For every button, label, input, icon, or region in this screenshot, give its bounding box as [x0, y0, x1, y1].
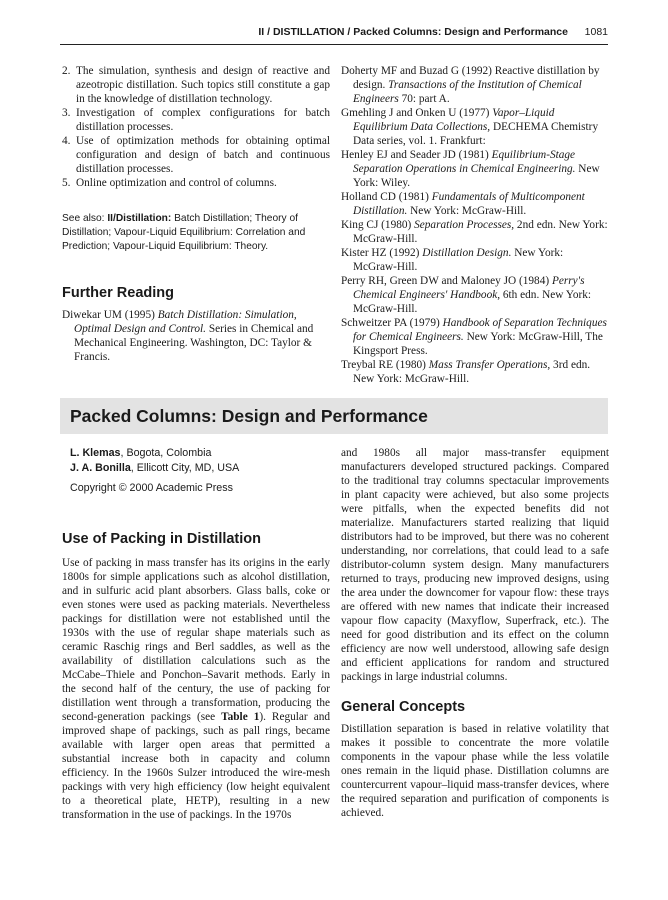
reference-item: Schweitzer PA (1979) Handbook of Separation Techniques for Chemical Engineers. New York: McGraw-Hill, The Kingsport Press. [341, 317, 607, 357]
running-header [60, 26, 608, 42]
left-column-top [62, 64, 330, 364]
see-also-link-distillation[interactable]: II/Distillation: [107, 213, 172, 224]
body-paragraph: Distillation separation is based in relative volatility that makes it possible to concentrate the more volatile components in the vapour phase while the less volatile ones remain in the liquid phase. Distillation columns are countercurrent vapour–liquid mass-transfer devices, where the required separation and purification of components is achieved. [341, 723, 609, 819]
see-also-links[interactable]: Batch Distillation; Theory of Distillation; Vapour-Liquid Equilibrium: Correlation and Prediction; Vapour-Liquid Equilibrium: Theory. [62, 213, 306, 252]
author-2: J. A. Bonilla, Ellicott City, MD, USA [70, 462, 240, 474]
see-also-label: See also: [62, 213, 105, 224]
reference-item: Doherty MF and Buzad G (1992) Reactive distillation by design. Transactions of the Institution of Chemical Engineers 70: part A. [341, 65, 600, 105]
article-title-band [60, 398, 608, 434]
body-paragraph: Use of packing in mass transfer has its origins in the early 1800s for simple applications such as alcohol distillation, and in sulfuric acid plant absorbers. Glass balls, coke or even stones were used as packing materials. Nevertheless packings for distillation were not established until the 1930s with the use of regular shape materials such as ceramic Raschig rings and Berl saddles, as well as the availability of distillation calculations such as the McCabe–Thiele and Ponchon–Savarit methods. Early in the second half of the century, the use of packing for distillation went through a transformation, producing the second-generation packings (see Table 1). Regular and improved shape of packings, such as pall rings, became available with larger open areas that permitted a substantial increase both in capacity and column efficiency. In the 1960s Sulzer introduced the wire-mesh packings with very high efficiency (low height equivalent to a theoretical plate, HETP), resulting in a new transformation in the use of packings. In the 1970s [62, 557, 330, 821]
list-item: 3. Investigation of complex configurations for batch distillation processes. [62, 107, 330, 133]
reference-item: Treybal RE (1980) Mass Transfer Operations, 3rd edn. New York: McGraw-Hill. [341, 359, 591, 385]
page-number: 1081 [584, 26, 608, 38]
list-item: 4. Use of optimization methods for obtaining optimal configuration and design of batch and continuous distillation processes. [62, 135, 330, 175]
see-also [62, 212, 330, 254]
running-title: II / DISTILLATION / Packed Columns: Design and Performance [258, 26, 568, 38]
reference-item: Kister HZ (1992) Distillation Design. New York: McGraw-Hill. [341, 247, 564, 273]
reference-item: Henley EJ and Seader JD (1981) Equilibrium-Stage Separation Operations in Chemical Engineering. New York: Wiley. [341, 149, 600, 189]
reference-item: Holland CD (1981) Fundamentals of Multicomponent Distillation. New York: McGraw-Hill. [341, 191, 585, 217]
reference-item: Gmehling J and Onken U (1977) Vapor–Liquid Equilibrium Data Collections, DECHEMA Chemistry Data series, vol. 1. Frankfurt: [341, 107, 599, 147]
section-heading-use-of-packing: Use of Packing in Distillation [62, 531, 262, 547]
list-item: 2. The simulation, synthesis and design of reactive and azeotropic distillation. Such topics still constitute a gap in the knowledge of distillation technology. [62, 65, 330, 105]
references-column [341, 64, 609, 386]
reference-item: Perry RH, Green DW and Maloney JO (1984) Perry's Chemical Engineers' Handbook, 6th edn. New York: McGraw-Hill. [341, 275, 592, 315]
right-column-body [341, 446, 609, 820]
continued-list [62, 64, 330, 190]
table-reference[interactable]: Table 1 [221, 711, 260, 723]
body-paragraph-continued: and 1980s all major mass-transfer equipment manufacturers developed structured packings. Compared to the traditional tray columns spectacular improvements in plant capacity were achieved, but also some projects were pitfalls, when the expected benefits did not materialize. Manufacturers started realizing that liquid distributors had to be improved, but there was no coherent understanding, nor correlations, that could lead to a safe distributor-column system design. Many manufacturers returned to trays, producing new improved designs, using the area under the downcomer for vapour flow: these trays are offered with new names that indicate their increased vapour flow capacity (Maxyflow, Superfrack, etc.). The need for good distribution and its effect on the column efficiency are now well understood, allowing safe design and efficient applications for random and structured packings in large industrial columns. [341, 447, 609, 683]
article-title: Packed Columns: Design and Performance [70, 406, 428, 426]
reference-item: King CJ (1980) Separation Processes, 2nd edn. New York: McGraw-Hill. [341, 219, 608, 245]
author-block [70, 446, 330, 496]
copyright: Copyright © 2000 Academic Press [70, 482, 233, 494]
reference-diwekar: Diwekar UM (1995) Batch Distillation: Simulation, Optimal Design and Control. Series in Chemical and Mechanical Engineering. Washington, DC: Taylor & Francis. [62, 309, 314, 363]
list-item: 5. Online optimization and control of columns. [62, 177, 277, 189]
author-1: L. Klemas, Bogota, Colombia [70, 447, 212, 459]
left-column-body [62, 532, 330, 822]
section-heading-general-concepts: General Concepts [341, 699, 466, 715]
further-reading-heading: Further Reading [62, 285, 174, 301]
header-rule [60, 44, 608, 45]
